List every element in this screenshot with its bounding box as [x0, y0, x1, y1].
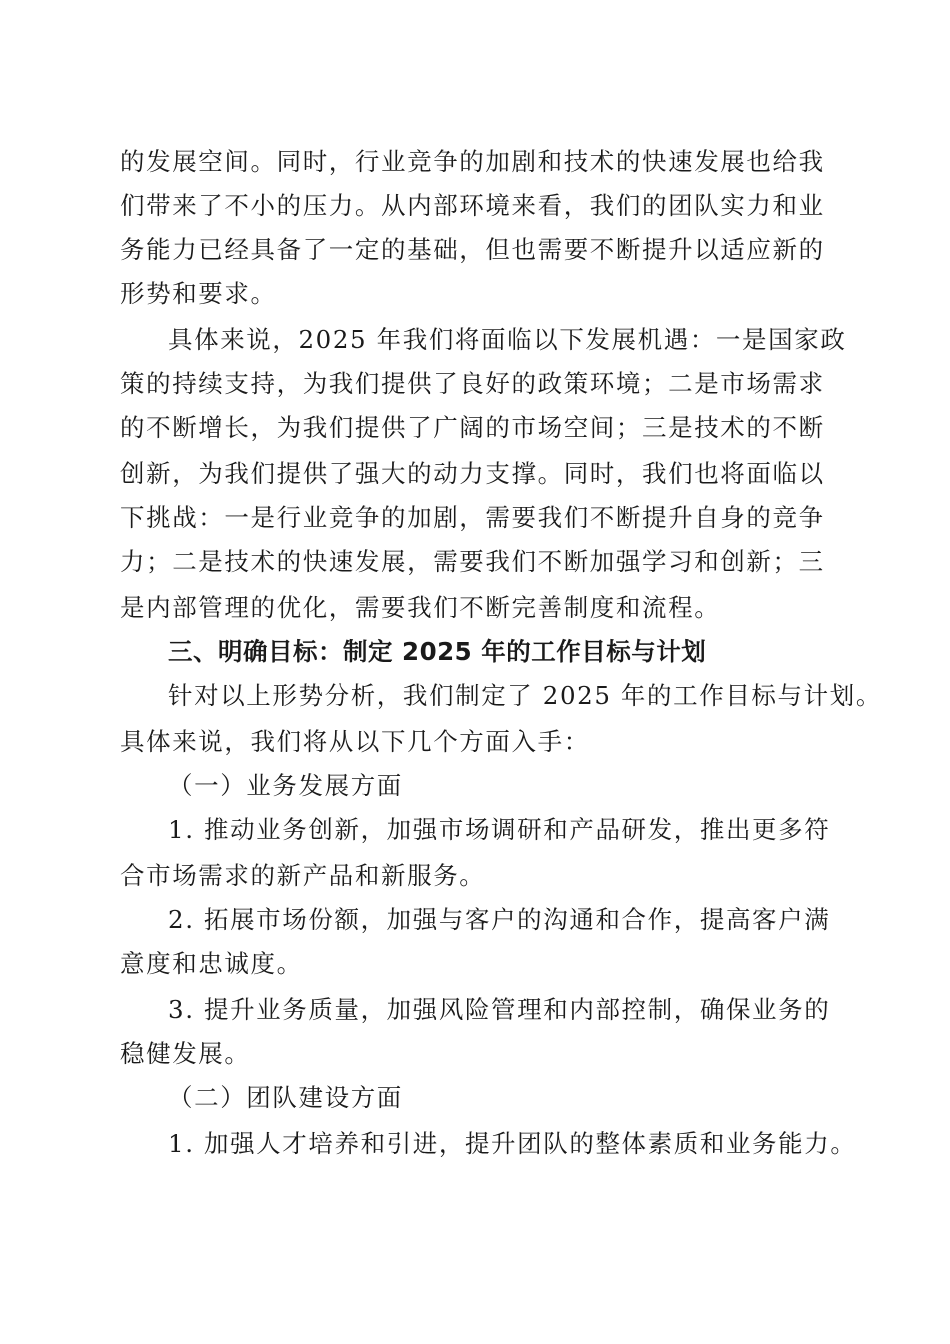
- paragraph-line: 具体来说，我们将从以下几个方面入手：: [120, 727, 590, 756]
- paragraph-line: 针对以上形势分析，我们制定了 2025 年的工作目标与计划。: [168, 681, 882, 710]
- paragraph-line: 的发展空间。同时，行业竞争的加剧和技术的快速发展也给我: [120, 147, 825, 176]
- paragraph-line: 形势和要求。: [120, 279, 277, 308]
- paragraph-line: 的不断增长，为我们提供了广阔的市场空间；三是技术的不断: [120, 413, 825, 442]
- list-item-line: 1. 加强人才培养和引进，提升团队的整体素质和业务能力。: [168, 1129, 857, 1158]
- subsection-heading: （二）团队建设方面: [168, 1083, 403, 1112]
- paragraph-line: 务能力已经具备了一定的基础，但也需要不断提升以适应新的: [120, 235, 825, 264]
- subsection-heading: （一）业务发展方面: [168, 771, 403, 800]
- list-item-line: 合市场需求的新产品和新服务。: [120, 861, 486, 890]
- list-item-line: 稳健发展。: [120, 1039, 251, 1068]
- list-item-line: 2. 拓展市场份额，加强与客户的沟通和合作，提高客户满: [168, 905, 831, 934]
- paragraph-line: 下挑战：一是行业竞争的加剧，需要我们不断提升自身的竞争: [120, 503, 825, 532]
- list-item-line: 意度和忠诚度。: [120, 949, 303, 978]
- paragraph-line: 具体来说，2025 年我们将面临以下发展机遇：一是国家政: [168, 325, 847, 354]
- paragraph-line: 力；二是技术的快速发展，需要我们不断加强学习和创新；三: [120, 547, 825, 576]
- paragraph-line: 策的持续支持，为我们提供了良好的政策环境；二是市场需求: [120, 369, 825, 398]
- paragraph-line: 们带来了不小的压力。从内部环境来看，我们的团队实力和业: [120, 191, 825, 220]
- paragraph-line: 创新，为我们提供了强大的动力支撑。同时，我们也将面临以: [120, 459, 825, 488]
- list-item-line: 1. 推动业务创新，加强市场调研和产品研发，推出更多符: [168, 815, 831, 844]
- paragraph-line: 是内部管理的优化，需要我们不断完善制度和流程。: [120, 593, 721, 622]
- list-item-line: 3. 提升业务质量，加强风险管理和内部控制，确保业务的: [168, 995, 831, 1024]
- section-heading: 三、明确目标：制定 2025 年的工作目标与计划: [168, 637, 707, 666]
